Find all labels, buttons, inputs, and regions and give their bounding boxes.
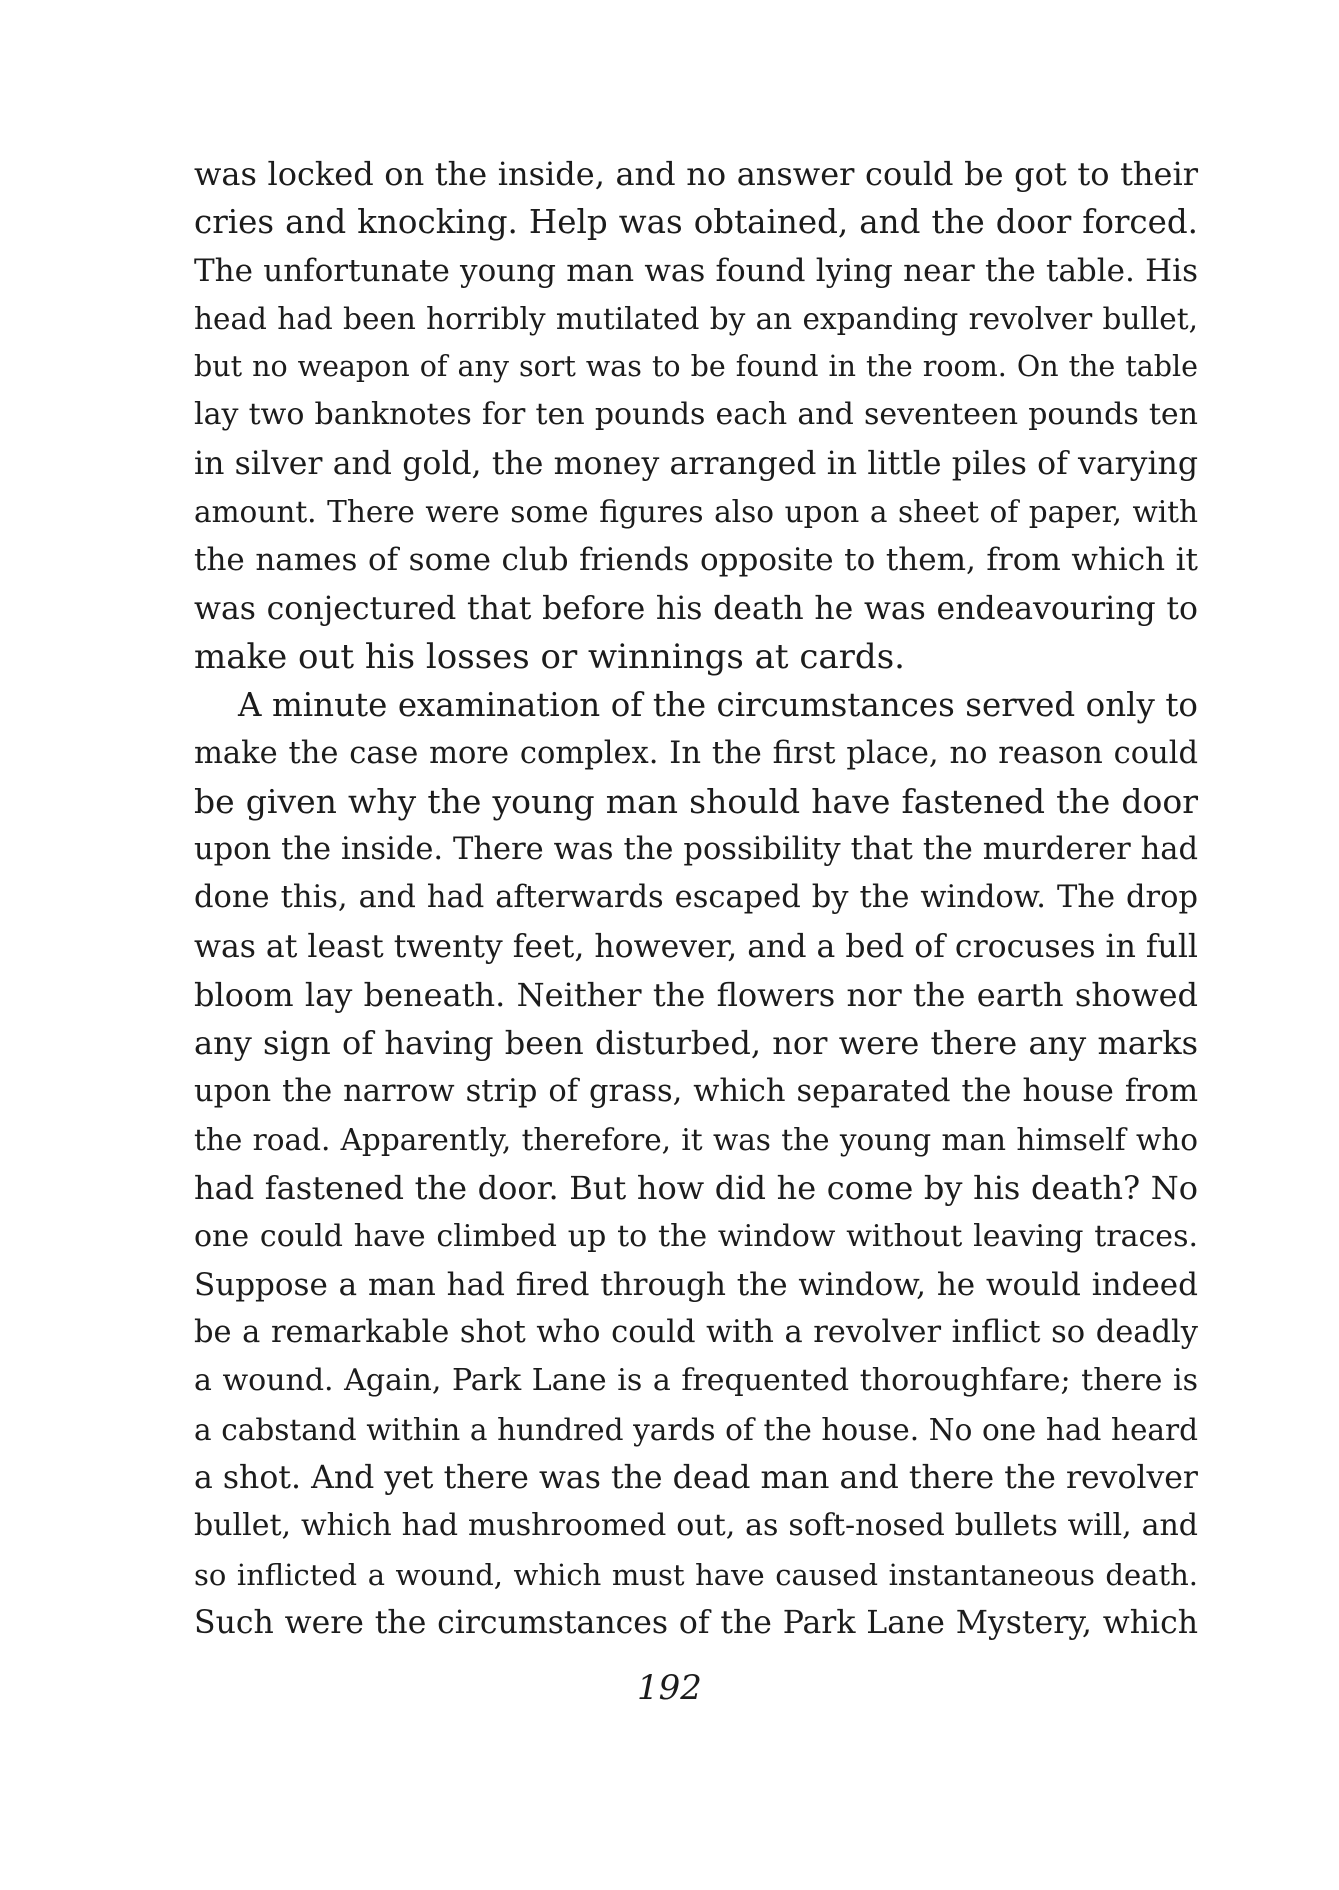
text-line: the road. Apparently, therefore, it was the young man himself who [194,1122,1198,1157]
text-line: a shot. And yet there was the dead man and there the revolver [194,1460,1198,1497]
text-line: so inflicted a wound, which must have caused instantaneous death. [194,1557,1198,1592]
text-line: make out his losses or winnings at cards. [194,636,905,677]
text-line: amount. There were some figures also upon a sheet of paper, with [194,495,1198,530]
text-line: head had been horribly mutilated by an expanding revolver bullet, [194,301,1198,336]
text-line: make the case more complex. In the first place, no reason could [194,735,1198,771]
text-line: lay two banknotes for ten pounds each and seventeen pounds ten [194,397,1198,433]
text-line: bloom lay beneath. Neither the flowers nor the earth showed [194,976,1198,1015]
text-line: was locked on the inside, and no answer could be got to their [194,155,1198,193]
text-line: cries and knocking. Help was obtained, and the door forced. [194,203,1198,242]
text-line: be a remarkable shot who could with a revolver inflict so deadly [194,1315,1198,1351]
text-line: a cabstand within a hundred yards of the house. No one had heard [194,1412,1198,1447]
text-line: The unfortunate young man was found lying near the table. His [194,252,1198,289]
paragraph-first-line: A minute examination of the circumstances served only to [238,686,1198,725]
text-line: be given why the young man should have fastened the door [194,781,1198,821]
text-line: any sign of having been disturbed, nor were there any marks [194,1024,1198,1063]
text-line: done this, and had afterwards escaped by the window. The drop [194,880,1198,916]
text-line: had fastened the door. But how did he come by his death? No [194,1169,1198,1208]
text-line: the names of some club friends opposite to them, from which it [194,542,1198,579]
text-line: Suppose a man had fired through the window, he would indeed [194,1266,1198,1303]
text-line: was at least twenty feet, however, and a bed of crocuses in full [194,928,1198,965]
body-text [194,150,1198,1647]
text-line: Such were the circumstances of the Park Lane Mystery, which [194,1604,1198,1641]
text-line: but no weapon of any sort was to be found in the room. On the table [194,350,1198,384]
text-line: bullet, which had mushroomed out, as soft-nosed bullets will, and [194,1508,1198,1544]
text-line: upon the inside. There was the possibility that the murderer had [194,832,1198,868]
text-line: a wound. Again, Park Lane is a frequented thoroughfare; there is [194,1363,1198,1399]
text-line: in silver and gold, the money arranged in little piles of varying [194,445,1198,482]
text-line: one could have climbed up to the window without leaving traces. [194,1218,1198,1254]
page-number: 192 [637,1668,702,1708]
text-line: upon the narrow strip of grass, which separated the house from [194,1073,1198,1109]
text-line: was conjectured that before his death he was endeavouring to [194,590,1198,627]
